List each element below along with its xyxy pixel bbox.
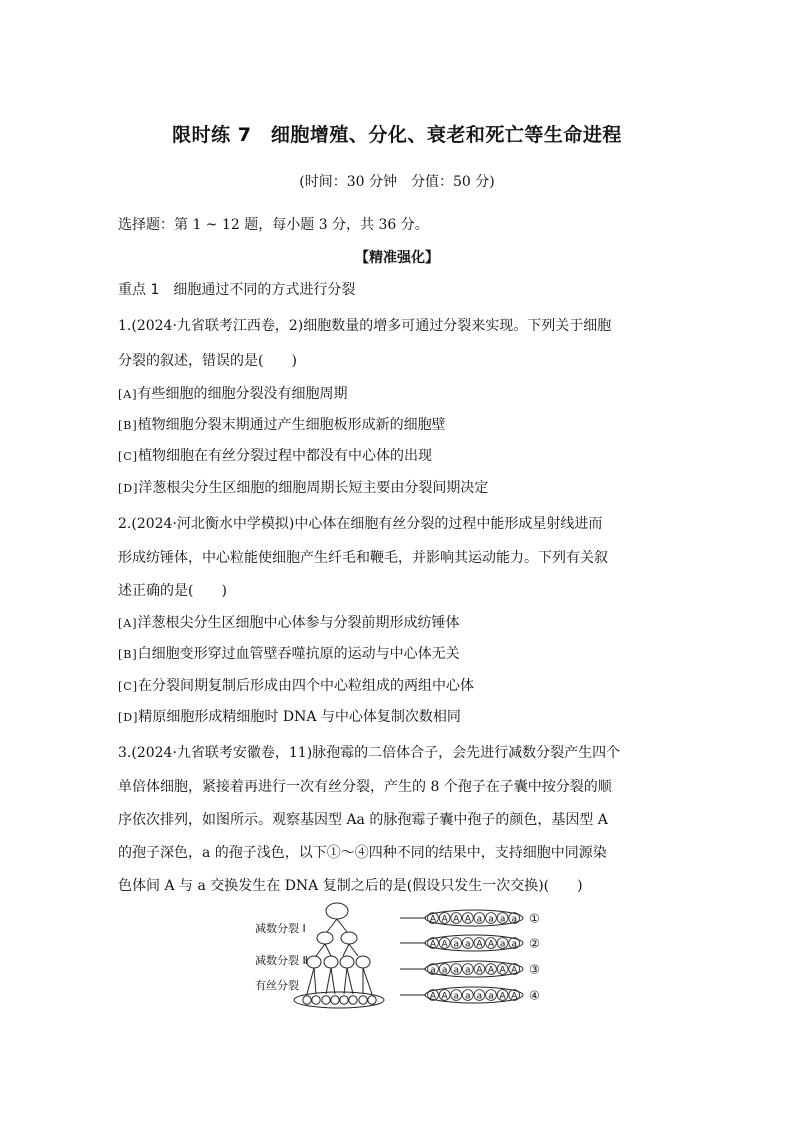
q1-option-b[interactable] <box>118 414 446 434</box>
spore-genotype-label: A <box>441 939 448 950</box>
spore-genotype-label: a <box>511 939 517 950</box>
option-letter: [B] <box>118 419 138 432</box>
q2-option-c[interactable] <box>118 675 474 695</box>
division-line <box>326 968 331 994</box>
neurospora-ascus-diagram <box>250 898 550 1017</box>
spore-genotype-label: a <box>488 991 494 1002</box>
q2-stem-line-3: 述正确的是( ) <box>118 583 227 599</box>
spore-genotype-label: A <box>429 991 437 1002</box>
division-line <box>331 968 335 994</box>
q3-stem-line-3: 序依次排列，如图所示。观察基因型 Aa 的脉孢霉子囊中孢子的颜色，基因型 A <box>118 812 608 828</box>
spore-genotype-label: A <box>511 991 518 1002</box>
meiosis-i-cell <box>317 932 333 944</box>
division-line <box>343 944 349 956</box>
spore-genotype-label: A <box>429 939 437 950</box>
option-letter: [C] <box>118 680 138 693</box>
ascus-marker: ③ <box>529 962 540 977</box>
spore-genotype-label: a <box>465 939 471 950</box>
option-text: 洋葱根尖分生区细胞中心体参与分裂前期形成纺锤体 <box>137 615 460 631</box>
spore <box>340 996 348 1004</box>
meiosis-ii-cell <box>307 956 321 968</box>
meiosis-ii-cell <box>324 956 338 968</box>
spore-genotype-label: a <box>499 914 506 925</box>
spore <box>331 996 339 1004</box>
q2-option-a[interactable] <box>118 612 460 632</box>
spore-genotype-label: a <box>453 991 459 1002</box>
spore-genotype-label: a <box>453 939 459 950</box>
division-line <box>327 919 337 932</box>
option-letter: [D] <box>118 711 139 724</box>
ascus-marker: ④ <box>529 988 540 1003</box>
ascus-row-4 <box>400 987 540 1003</box>
spore <box>368 996 376 1004</box>
division-line <box>344 968 347 994</box>
stage-label-mitosis: 有丝分裂 <box>255 979 299 992</box>
spore-genotype-label: A <box>464 914 471 925</box>
option-text: 有些细胞的细胞分裂没有细胞周期 <box>137 386 348 402</box>
division-line <box>316 944 325 956</box>
spore-genotype-label: a <box>465 965 471 976</box>
spore-genotype-label: A <box>476 939 483 950</box>
spore <box>322 996 330 1004</box>
ascus-marker: ① <box>529 911 540 926</box>
page-title: 限时练 7 细胞增殖、分化、衰老和死亡等生命进程 <box>172 124 622 146</box>
stage-label-meiosis-i: 减数分裂 Ⅰ <box>255 922 306 935</box>
spore <box>312 996 320 1004</box>
spore <box>349 996 357 1004</box>
instructions: 选择题：第 1 ~ 12 题，每小题 3 分，共 36 分。 <box>118 217 429 233</box>
division-line <box>347 968 353 994</box>
q1-stem-line-1: 1.(2024·九省联考江西卷，2)细胞数量的增多可通过分裂来实现。下列关于细胞 <box>118 318 612 334</box>
division-line <box>307 968 314 994</box>
division-line <box>363 968 372 994</box>
spore-genotype-label: A <box>499 965 506 976</box>
spore-genotype-label: A <box>476 965 483 976</box>
spore-genotype-label: A <box>429 914 437 925</box>
mitosis-spores <box>303 996 376 1004</box>
time-score-info: (时间：30 分钟 分值：50 分) <box>299 174 495 190</box>
spore-genotype-label: a <box>441 965 448 976</box>
option-letter: [A] <box>118 617 138 630</box>
option-text: 植物细胞分裂末期通过产生细胞板形成新的细胞壁 <box>137 417 446 433</box>
spore-genotype-label: A <box>441 914 448 925</box>
q3-stem-line-1: 3.(2024·九省联考安徽卷，11)脉孢霉的二倍体合子，会先进行减数分裂产生四个 <box>118 745 621 761</box>
division-line <box>314 968 316 994</box>
meiosis-ii-cell <box>356 956 370 968</box>
option-text: 精原细胞形成精细胞时 DNA 与中心体复制次数相同 <box>138 709 461 725</box>
ascus-row-2 <box>400 935 540 951</box>
q2-option-d[interactable] <box>118 706 461 726</box>
spore-genotype-label: a <box>476 991 483 1002</box>
option-text: 白细胞变形穿过血管壁吞噬抗原的运动与中心体无关 <box>137 646 460 662</box>
zygote-cell <box>326 903 348 919</box>
spore-genotype-label: A <box>487 965 495 976</box>
spore-genotype-label: a <box>476 914 483 925</box>
spore-genotype-label: A <box>453 914 460 925</box>
option-text: 植物细胞在有丝分裂过程中都没有中心体的出现 <box>138 448 432 464</box>
spore-genotype-label: A <box>441 991 448 1002</box>
ascus-results <box>400 910 540 1003</box>
option-text: 在分裂间期复制后形成由四个中心粒组成的两组中心体 <box>138 678 474 694</box>
q1-option-d[interactable] <box>118 477 488 497</box>
stage-label-meiosis-ii: 减数分裂 Ⅱ <box>255 954 308 967</box>
q1-option-a[interactable] <box>118 383 348 403</box>
spore-genotype-label: a <box>499 939 506 950</box>
meiosis-i-cell <box>341 932 357 944</box>
spore-genotype-label: a <box>465 991 471 1002</box>
ascus-row-1 <box>400 910 540 926</box>
spore-genotype-label: a <box>488 914 494 925</box>
q3-stem-line-4: 的孢子深色，a 的孢子浅色，以下①～④四种不同的结果中，支持细胞中同源染 <box>118 845 607 861</box>
division-line <box>349 944 358 956</box>
meiosis-ii-cell <box>340 956 354 968</box>
spore-genotype-label: A <box>511 965 518 976</box>
q2-stem-line-1: 2.(2024·河北衡水中学模拟)中心体在细胞有丝分裂的过程中能形成星射线进而 <box>118 516 603 532</box>
option-letter: [A] <box>118 388 138 401</box>
q2-stem-line-2: 形成纺锤体，中心粒能使细胞产生纤毛和鞭毛，并影响其运动能力。下列有关叙 <box>118 550 608 566</box>
diagram-svg <box>250 898 550 1013</box>
q3-stem-line-2: 单倍体细胞，紧接着再进行一次有丝分裂，产生的 8 个孢子在子囊中按分裂的顺 <box>118 779 612 795</box>
q1-stem-line-2: 分裂的叙述，错误的是( ) <box>118 353 297 369</box>
spore-genotype-label: a <box>511 914 517 925</box>
option-letter: [D] <box>118 482 139 495</box>
spore-genotype-label: a <box>430 965 436 976</box>
spore-genotype-label: A <box>499 991 506 1002</box>
division-line <box>337 919 347 932</box>
spore-genotype-label: A <box>487 939 495 950</box>
q3-stem-line-5: 色体间 A 与 a 交换发生在 DNA 复制之后的是(假设只发生一次交换)( ) <box>118 878 583 894</box>
spore <box>359 996 367 1004</box>
spore <box>303 996 311 1004</box>
key-point-heading: 重点 1 细胞通过不同的方式进行分裂 <box>118 282 356 298</box>
option-text: 洋葱根尖分生区细胞的细胞周期长短主要由分裂间期决定 <box>138 480 489 496</box>
ascus-row-3 <box>400 961 540 977</box>
option-letter: [C] <box>118 450 138 463</box>
section-heading: 【精准强化】 <box>355 250 439 266</box>
q1-option-c[interactable] <box>118 445 432 465</box>
division-line <box>325 944 331 956</box>
spore-genotype-label: a <box>453 965 459 976</box>
q2-option-b[interactable] <box>118 643 460 663</box>
option-letter: [B] <box>118 648 138 661</box>
ascus-marker: ② <box>529 936 540 951</box>
